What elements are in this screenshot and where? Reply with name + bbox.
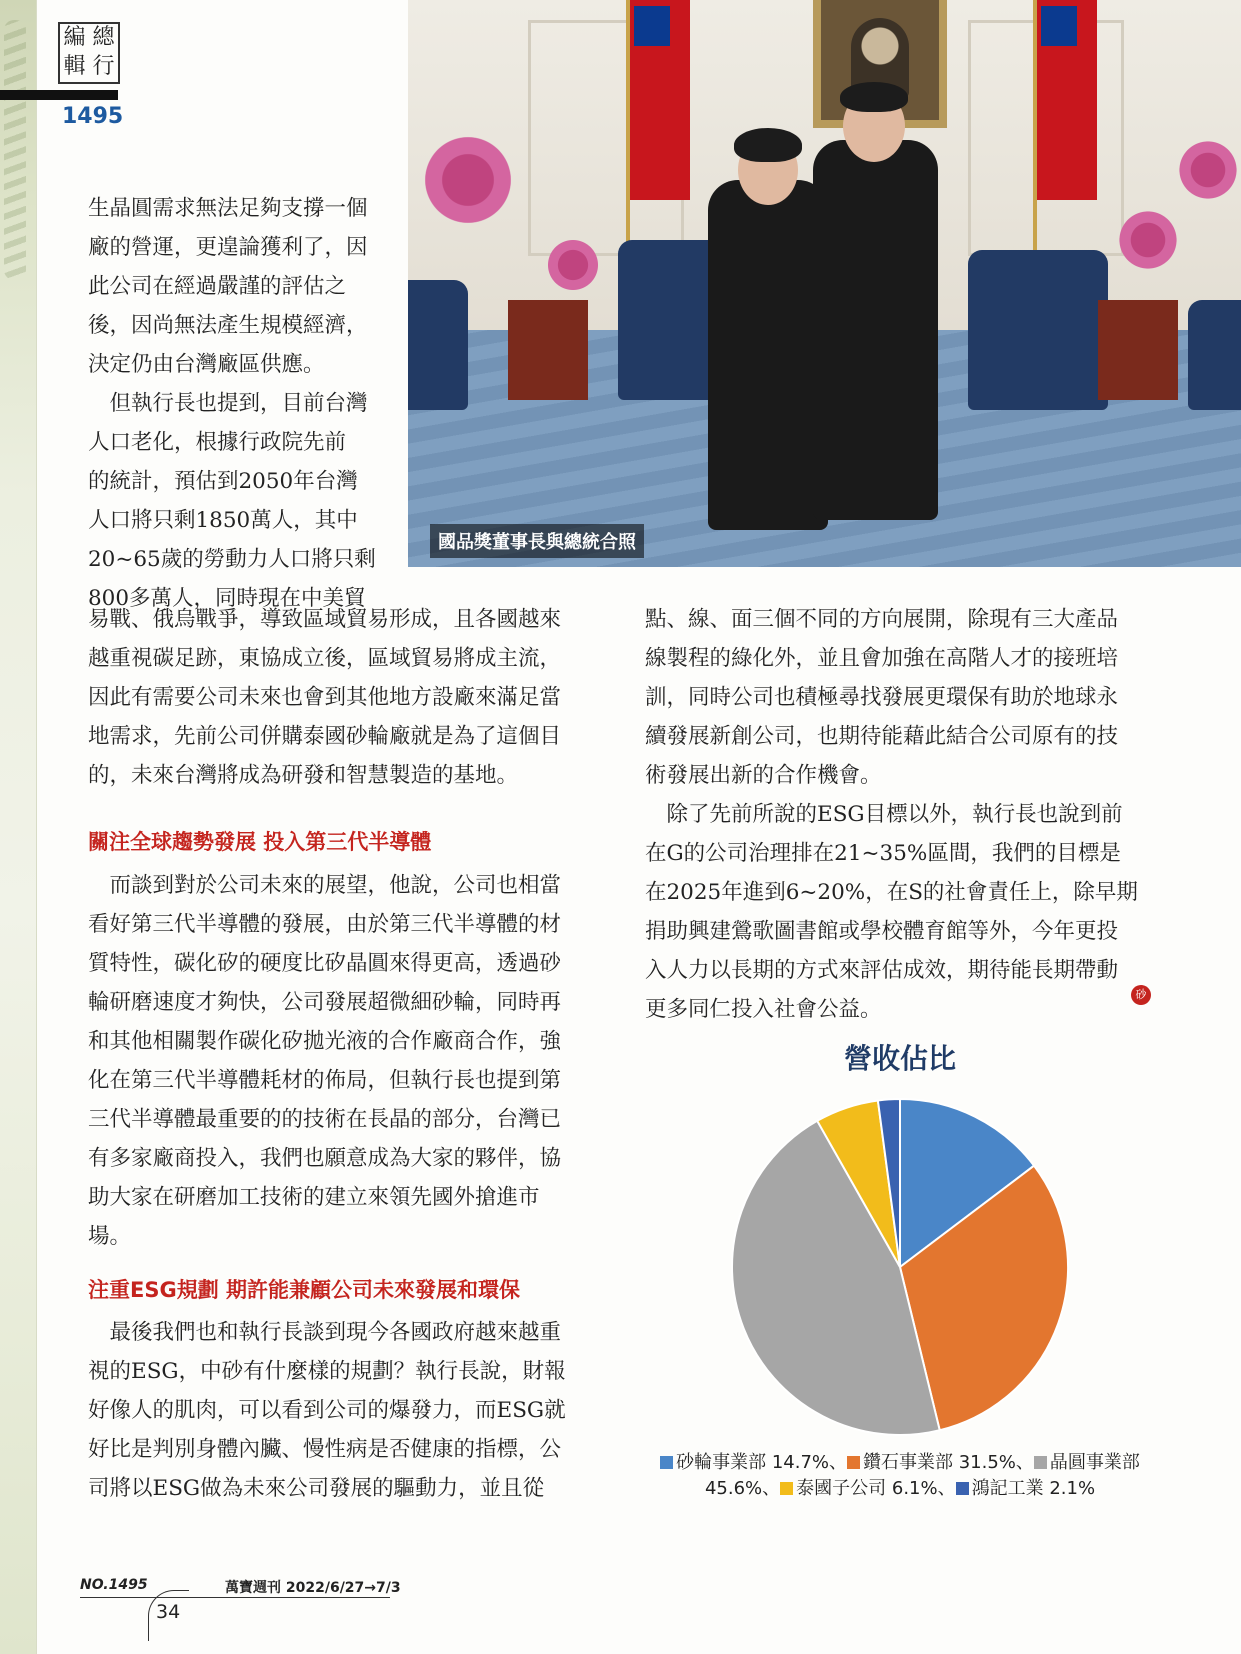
text-line: 質特性，碳化矽的硬度比矽晶圓來得更高，透過砂 bbox=[88, 951, 562, 976]
text-line: 在G的公司治理排在21~35%區間，我們的目標是 bbox=[645, 841, 1121, 866]
text-line: 續發展新創公司，也期待能藉此結合公司原有的技 bbox=[645, 724, 1119, 749]
legend-line bbox=[640, 1450, 1160, 1476]
person-left bbox=[708, 180, 828, 530]
person-hair bbox=[840, 82, 908, 112]
legend-swatch bbox=[1034, 1456, 1047, 1469]
text-line: 輪研磨速度才夠快，公司發展超微細砂輪，同時再 bbox=[88, 990, 562, 1015]
logo-char: 總 bbox=[92, 25, 115, 50]
text-line: 入人力以長期的方式來評估成效，期待能長期帶動 bbox=[645, 958, 1119, 983]
chair bbox=[968, 250, 1108, 410]
text-line: 看好第三代半導體的發展，由於第三代半導體的材 bbox=[88, 912, 562, 937]
logo-char: 行 bbox=[92, 54, 115, 79]
text-line: 後，因尚無法產生規模經濟， bbox=[88, 313, 368, 338]
photo-caption: 國品獎董事長與總統合照 bbox=[430, 524, 644, 558]
text-line: 800多萬人，同時現在中美貿 bbox=[88, 586, 366, 611]
person-hair bbox=[734, 128, 802, 162]
text-line: 三代半導體最重要的的技術在長晶的部分，台灣已 bbox=[88, 1107, 562, 1132]
text-line: 在2025年進到6~20%，在S的社會責任上，除早期 bbox=[645, 880, 1138, 905]
legend-label: 泰國子公司 6.1%、 bbox=[796, 1478, 956, 1499]
text-line: 好像人的肌肉，可以看到公司的爆發力，而ESG就 bbox=[88, 1398, 566, 1423]
text-line: 線製程的綠化外，並且會加強在高階人才的接班培 bbox=[645, 646, 1119, 671]
legend-entry bbox=[956, 1478, 1095, 1499]
text-line: 決定仍由台灣廠區供應。 bbox=[88, 352, 325, 377]
legend-label: 砂輪事業部 14.7%、 bbox=[676, 1452, 847, 1473]
text-line: 而談到對於公司未來的展望，他說，公司也相當 bbox=[88, 873, 562, 898]
legend-swatch bbox=[956, 1482, 969, 1495]
footer-rule bbox=[80, 1597, 390, 1598]
text-line: 視的ESG，中砂有什麼樣的規劃？執行長說，財報 bbox=[88, 1359, 566, 1384]
text-line: 地需求，先前公司併購泰國砂輪廠就是為了這個目 bbox=[88, 724, 562, 749]
chair bbox=[408, 280, 468, 410]
legend-entry bbox=[847, 1452, 1034, 1473]
section-heading-2: 注重ESG規劃 期許能兼顧公司未來發展和環保 bbox=[88, 1278, 521, 1302]
text-line: 但執行長也提到，目前台灣 bbox=[88, 391, 368, 416]
text-line: 的統計，預估到2050年台灣 bbox=[88, 469, 358, 494]
column-logo bbox=[58, 22, 120, 84]
legend-label: 晶圓事業部 bbox=[1049, 1452, 1140, 1473]
chart-legend bbox=[640, 1450, 1160, 1502]
legend-entry bbox=[660, 1452, 847, 1473]
side-table bbox=[1098, 300, 1178, 400]
legend-label: 鴻記工業 2.1% bbox=[971, 1478, 1096, 1499]
right-column-body bbox=[645, 600, 1138, 1029]
legend-swatch bbox=[847, 1456, 860, 1469]
text-line: 和其他相關製作碳化矽拋光液的合作廠商合作，強 bbox=[88, 1029, 562, 1054]
text-line: 除了先前所說的ESG目標以外，執行長也說到前 bbox=[645, 802, 1123, 827]
logo-char: 輯 bbox=[63, 54, 86, 79]
issue-tag: 1495 bbox=[62, 104, 124, 129]
text-line: 捐助興建鶯歌圖書館或學校體育館等外，今年更投 bbox=[645, 919, 1119, 944]
left-column-paragraph-1 bbox=[88, 189, 376, 618]
left-column-paragraph-2 bbox=[88, 600, 561, 795]
text-line: 最後我們也和執行長談到現今各國政府越來越重 bbox=[88, 1320, 562, 1345]
orchid bbox=[1108, 200, 1188, 280]
legend-entry bbox=[705, 1478, 780, 1499]
side-table bbox=[508, 300, 588, 400]
flag bbox=[630, 0, 690, 200]
text-line: 此公司在經過嚴謹的評估之 bbox=[88, 274, 347, 299]
decorative-side-strip bbox=[0, 0, 37, 1654]
text-line: 助大家在研磨加工技術的建立來領先國外搶進市 bbox=[88, 1185, 540, 1210]
section-heading-1: 關注全球趨勢發展 投入第三代半導體 bbox=[88, 830, 432, 854]
text-line: 越重視碳足跡，東協成立後，區域貿易將成主流， bbox=[88, 646, 562, 671]
footer-issue: NO.1495 bbox=[80, 1577, 148, 1593]
text-line: 20~65歲的勞動力人口將只剩 bbox=[88, 547, 376, 572]
legend-swatch bbox=[660, 1456, 673, 1469]
flag bbox=[1037, 0, 1097, 200]
legend-entry bbox=[1034, 1452, 1140, 1473]
footer-publication: 萬寶週刊 2022/6/27→7/3 bbox=[225, 1580, 401, 1596]
page-number: 34 bbox=[156, 1601, 181, 1623]
chair bbox=[1188, 300, 1241, 410]
text-line: 廠的營運，更遑論獲利了，因 bbox=[88, 235, 368, 260]
text-line: 人口老化，根據行政院先前 bbox=[88, 430, 347, 455]
legend-line bbox=[640, 1476, 1160, 1502]
text-line: 場。 bbox=[88, 1224, 132, 1249]
legend-swatch bbox=[780, 1482, 793, 1495]
text-line: 有多家廠商投入，我們也願意成為大家的夥伴，協 bbox=[88, 1146, 562, 1171]
text-line: 更多同仁投入社會公益。 bbox=[645, 997, 882, 1022]
text-line: 點、線、面三個不同的方向展開，除現有三大產品 bbox=[645, 607, 1119, 632]
text-line: 的，未來台灣將成為研發和智慧製造的基地。 bbox=[88, 763, 519, 788]
text-line: 生晶圓需求無法足夠支撐一個 bbox=[88, 196, 368, 221]
text-line: 因此有需要公司未來也會到其他地方設廠來滿足當 bbox=[88, 685, 562, 710]
text-line: 好比是判別身體內臟、慢性病是否健康的指標，公 bbox=[88, 1437, 562, 1462]
orchid bbox=[408, 120, 528, 240]
text-line: 訓，同時公司也積極尋找發展更環保有助於地球永 bbox=[645, 685, 1119, 710]
section-1-body bbox=[88, 866, 561, 1256]
legend-label: 45.6%、 bbox=[704, 1478, 781, 1499]
revenue-pie-chart bbox=[720, 1087, 1080, 1447]
legend-entry bbox=[780, 1478, 955, 1499]
orchid bbox=[1168, 130, 1241, 210]
text-line: 術發展出新的合作機會。 bbox=[645, 763, 882, 788]
president-photo bbox=[408, 0, 1241, 567]
chart-title: 營收佔比 bbox=[843, 1042, 956, 1075]
section-2-body bbox=[88, 1313, 566, 1508]
text-line: 司將以ESG做為未來公司發展的驅動力，並且從 bbox=[88, 1476, 545, 1501]
logo-bar bbox=[0, 90, 118, 100]
legend-label: 鑽石事業部 31.5%、 bbox=[863, 1452, 1034, 1473]
orchid bbox=[538, 230, 608, 300]
logo-char: 編 bbox=[63, 25, 86, 50]
person-right bbox=[813, 140, 938, 520]
text-line: 化在第三代半導體耗材的佈局，但執行長也提到第 bbox=[88, 1068, 562, 1093]
text-line: 人口將只剩1850萬人，其中 bbox=[88, 508, 358, 533]
end-mark-icon: 砂 bbox=[1131, 985, 1151, 1005]
text-line: 易戰、俄烏戰爭，導致區域貿易形成，且各國越來 bbox=[88, 607, 562, 632]
